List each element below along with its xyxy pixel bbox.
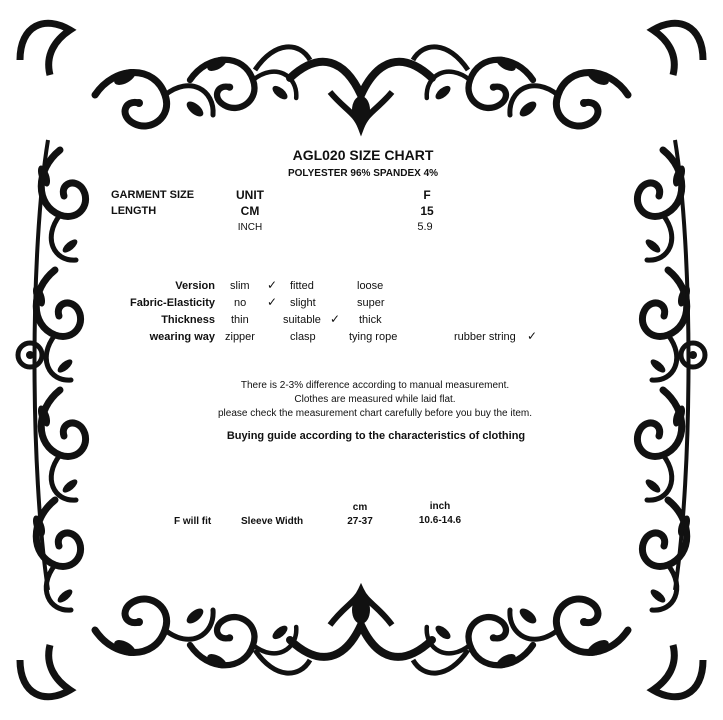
- top-border-ornament: [95, 47, 628, 128]
- version-check-icon: ✓: [267, 278, 278, 292]
- material-composition: POLYESTER 96% SPANDEX 4%: [287, 168, 439, 179]
- size-header: F: [423, 188, 431, 202]
- fit-inch-header: inch: [429, 501, 451, 512]
- thickness-option-suitable: suitable: [283, 314, 321, 326]
- wearing-option-zipper: zipper: [225, 331, 255, 343]
- thickness-check-icon: ✓: [330, 312, 341, 326]
- inch-label: INCH: [237, 222, 263, 233]
- elasticity-label: Fabric-Elasticity: [130, 297, 215, 309]
- thickness-option-thick: thick: [359, 314, 382, 326]
- right-border-ornament: [637, 140, 705, 610]
- garment-size-label: GARMENT SIZE: [111, 189, 195, 201]
- elasticity-option-slight: slight: [290, 297, 316, 309]
- elasticity-option-super: super: [357, 297, 385, 309]
- fit-cm-header: cm: [352, 502, 368, 513]
- length-inch-value: 5.9: [417, 221, 433, 233]
- page-title: AGL020 SIZE CHART: [292, 147, 434, 163]
- wearing-option-tying-rope: tying rope: [349, 331, 398, 343]
- bottom-border-ornament: [95, 590, 628, 673]
- version-label: Version: [175, 280, 215, 292]
- unit-header: UNIT: [236, 188, 264, 202]
- fit-inch-value: 10.6-14.6: [418, 515, 462, 526]
- version-option-loose: loose: [357, 280, 384, 292]
- left-border-ornament: [18, 140, 86, 610]
- thickness-option-thin: thin: [231, 314, 249, 326]
- wearing-check-icon: ✓: [527, 329, 538, 343]
- length-cm-value: 15: [420, 204, 434, 218]
- buying-guide-heading: Buying guide according to the characteristics of clothing: [226, 430, 526, 442]
- version-option-slim: slim: [230, 280, 250, 292]
- wearing-option-clasp: clasp: [290, 331, 316, 343]
- wearing-option-rubber-string: rubber string: [454, 331, 516, 343]
- length-label: LENGTH: [111, 205, 157, 217]
- thickness-label: Thickness: [161, 314, 215, 326]
- cm-label: CM: [240, 204, 260, 218]
- fit-cm-value: 27-37: [347, 516, 373, 527]
- fit-label: F will fit: [174, 516, 212, 527]
- note-line-3: please check the measurement chart carefully before you buy the item.: [217, 408, 533, 419]
- wearing-way-label: wearing way: [149, 331, 215, 343]
- elasticity-option-no: no: [234, 297, 247, 309]
- note-line-1: There is 2-3% difference according to manual measurement.: [240, 380, 510, 391]
- note-line-2: Clothes are measured while laid flat.: [294, 394, 456, 405]
- elasticity-check-icon: ✓: [267, 295, 278, 309]
- sleeve-width-label: Sleeve Width: [241, 516, 304, 527]
- version-option-fitted: fitted: [290, 280, 314, 292]
